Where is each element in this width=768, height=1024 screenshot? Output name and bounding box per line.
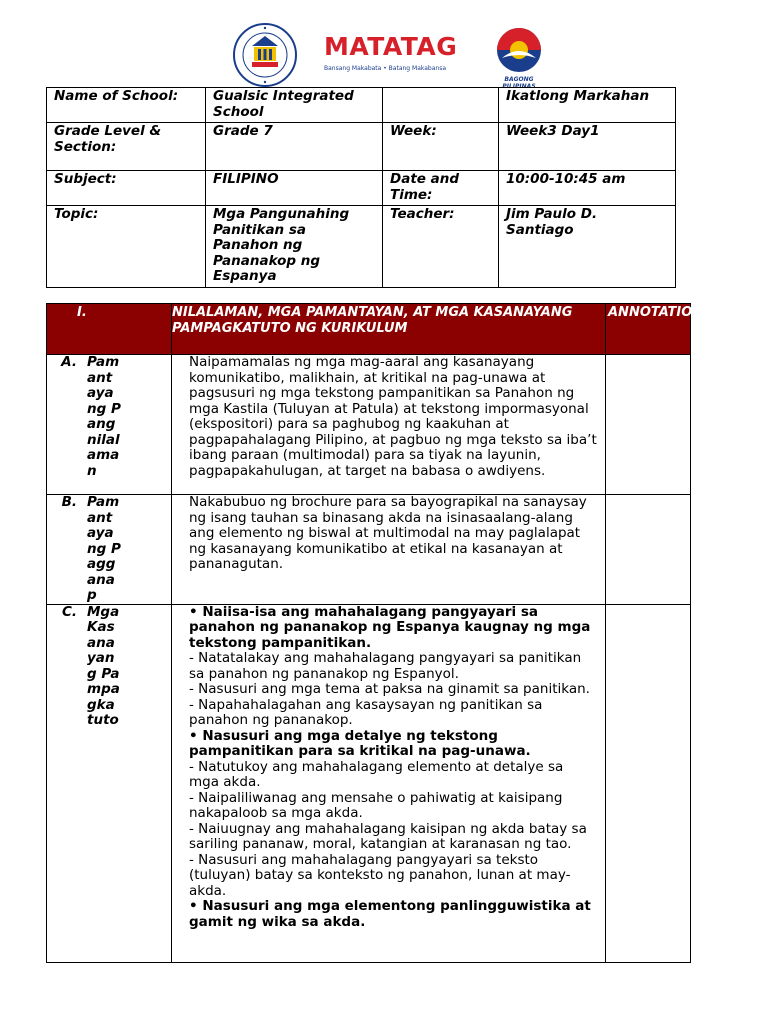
school-value: Gualsic Integrated School (206, 88, 383, 123)
deped-seal-logo (232, 22, 298, 88)
teacher-value: Jim Paulo D. Santiago (499, 206, 676, 288)
row-label: Mga Kasanayang Pampagkatuto (87, 603, 120, 728)
info-row (47, 123, 676, 171)
grade-label: Grade Level & Section: (47, 123, 206, 171)
subject-value: FILIPINO (206, 171, 383, 206)
row-content: Nakabubuo ng brochure para sa bayograpikal na sanaysay ng isang tauhan sa binasang akda na isinasaalang-alang ang elemento ng biswal at multimodal na may paglalapat ng kasanayang komunikatibo at etikal na kasanayan at pananagutan. (172, 495, 606, 605)
row-letter: B. (61, 494, 77, 510)
quarter-value: Ikatlong Markahan (499, 88, 676, 123)
subject-label: Subject: (47, 171, 206, 206)
section-header-row (47, 304, 691, 355)
competency-item: - Natatalakay ang mahahalagang pangyayari sa panitikan sa panahon ng pananakop ng Espanyol. (189, 650, 582, 682)
competency-item: - Napahahalagahan ang kasaysayan ng panitikan sa panahon ng pananakop. (189, 696, 543, 728)
row-content (172, 604, 606, 962)
info-row (47, 206, 676, 288)
annotation-cell (606, 604, 691, 962)
info-table (46, 87, 676, 288)
row-content: Naipamamalas ng mga mag-aaral ang kasanayang komunikatibo, malikhain, at kritikal na pag-unawa at pagsusuri ng mga tekstong pampanitikan sa Panahon ng mga Kastila (Tuluyan at Patula) at tekstong impormasyonal (ekspositori) para sa paghubog ng kaakuhan at pagpapahalagang Pilipino, at pagbuo ng mga teksto sa iba’t ibang paraan (multimodal) para sa tiyak na layunin, pagpapakahulugan, at target na babasa o awdiyens. (172, 355, 606, 495)
annotation-cell (606, 355, 691, 495)
section-number: I. (47, 304, 172, 355)
row-letter: C. (61, 603, 77, 620)
grade-value: Grade 7 (206, 123, 383, 171)
row-pamantayang-pagganap (47, 495, 691, 605)
week-value: Week3 Day1 (499, 123, 676, 171)
topic-value: Mga Pangunahing Panitikan sa Panahon ng Pananakop ng Espanya (206, 206, 383, 288)
school-label: Name of School: (47, 88, 206, 123)
competency-item: - Nasusuri ang mahahalagang pangyayari sa teksto (tuluyan) batay sa konteksto ng panahon, lunan at may-akda. (189, 851, 571, 899)
row-letter: A. (61, 354, 77, 370)
annotation-cell (606, 495, 691, 605)
info-row (47, 171, 676, 206)
header-logos (0, 18, 768, 90)
week-label: Week: (383, 123, 499, 171)
competency-item: - Naiuugnay ang mahahalagang kaisipan ng akda batay sa sariling pananaw, moral, katangian at karanasan ng tao. (189, 820, 587, 852)
date-label: Date and Time: (383, 171, 499, 206)
teacher-label: Teacher: (383, 206, 499, 288)
row-mga-kasanayang-pampagkatuto (47, 604, 691, 962)
matatag-logo (320, 32, 458, 80)
matatag-tagline: Bansang Makabata • Batang Makabansa (324, 65, 447, 72)
competency-item: • Naiisa-isa ang mahahalagang pangyayari sa panahon ng pananakop ng Espanya kaugnay ng mga tekstong pampanitikan. (189, 603, 591, 651)
empty-cell (383, 88, 499, 123)
row-pamantayang-pangnilalaman (47, 355, 691, 495)
competency-item: - Naipaliliwanag ang mensahe o pahiwatig at kaisipang nakapaloob sa mga akda. (189, 789, 563, 821)
topic-label: Topic: (47, 206, 206, 288)
section-title: NILALAMAN, MGA PAMANTAYAN, AT MGA KASANAYANG PAMPAGKATUTO NG KURIKULUM (172, 304, 606, 355)
matatag-wordmark: MATATAG (324, 32, 458, 61)
competency-item: - Nasusuri ang mga tema at paksa na ginamit sa panitikan. (189, 681, 590, 697)
row-label: Pamantayang Pangnilalaman (87, 354, 121, 479)
annotations-header: ANNOTATIONS (606, 304, 691, 355)
competency-item: • Nasusuri ang mga elementong panlingguwistika at gamit ng wika sa akda. (189, 898, 591, 930)
curriculum-table (46, 303, 713, 963)
date-value: 10:00-10:45 am (499, 171, 676, 206)
bagong-pilipinas-text: BAGONG PILIPINAS (502, 76, 536, 90)
competency-item: - Natutukoy ang mahahalagang elemento at detalye sa mga akda. (189, 758, 564, 790)
competency-item: • Nasusuri ang mga detalye ng tekstong pampanitikan para sa kritikal na pag-unawa. (189, 727, 531, 759)
row-label: Pamantayang Pagganap (87, 494, 121, 603)
info-row (47, 88, 676, 123)
bagong-pilipinas-logo (488, 24, 550, 90)
